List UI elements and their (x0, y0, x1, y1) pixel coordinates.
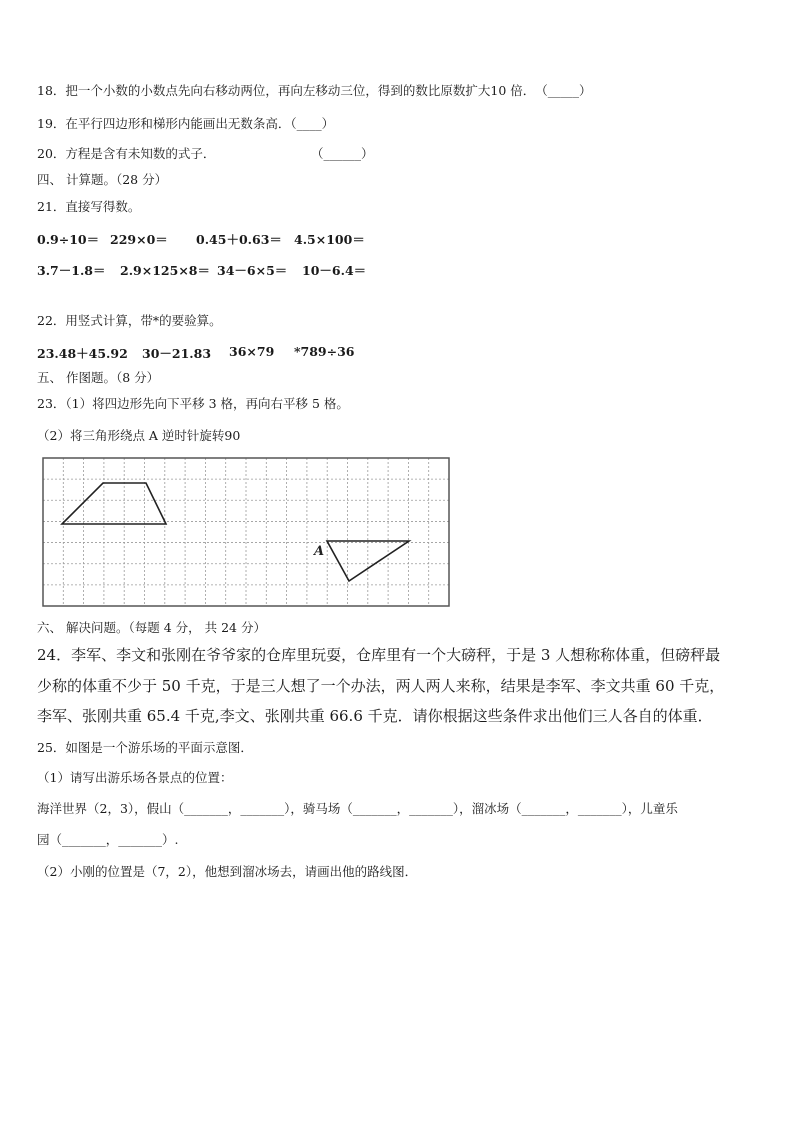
calc-item: 2.9×125×8＝ (120, 263, 210, 278)
question-20-text: 20．方程是含有未知数的式子． (37, 146, 216, 161)
calc-item: 4.5×100＝ (294, 232, 365, 247)
calc-item: 0.45＋0.63＝ (196, 232, 282, 247)
question-23-2: （2）将三角形绕点 A 逆时针旋转90 (37, 428, 241, 443)
section-4-title: 四、 计算题。（28 分） (37, 172, 168, 187)
calc-item: *789÷36 (294, 344, 355, 359)
question-24-line-1: 24．李军、李文和张刚在爷爷家的仓库里玩耍，仓库里有一个大磅秤，于是 3 人想称称体重，但磅秤最 (37, 646, 721, 664)
calc-item: 10－6.4＝ (302, 263, 367, 278)
question-19: 19．在平行四边形和梯形内能画出无数条高．（____） (37, 116, 335, 131)
question-24-line-2: 少称的体重不少于 50 千克，于是三人想了一个办法，两人两人来称，结果是李军、李文共重 60 千克， (37, 677, 725, 695)
question-20 (37, 146, 374, 162)
calc-item: 3.7－1.8＝ (37, 263, 106, 278)
question-22: 22．用竖式计算，带*的要验算。 (37, 313, 222, 328)
calc-item: 30－21.83 (142, 346, 212, 361)
question-21: 21．直接写得数。 (37, 199, 141, 214)
grid-figure (42, 457, 452, 613)
question-23-1: 23．（1）将四边形先向下平移 3 格，再向右平移 5 格。 (37, 396, 349, 411)
section-5-title: 五、 作图题。（8 分） (37, 370, 160, 385)
calc-item: 36×79 (229, 344, 275, 359)
calc-item: 0.9÷10＝ (37, 232, 100, 247)
question-18: 18．把一个小数的小数点先向右移动两位，再向左移动三位，得到的数比原数扩大10 倍． （_____） (37, 83, 592, 98)
calc-item: 23.48＋45.92 (37, 346, 128, 361)
calc-item: 229×0＝ (110, 232, 168, 247)
question-25: 25．如图是一个游乐场的平面示意图． (37, 740, 253, 755)
section-6-title: 六、 解决问题。（每题 4 分， 共 24 分） (37, 620, 266, 635)
grid-svg (42, 457, 452, 609)
question-20-blank: （______） (311, 146, 374, 161)
question-25-1: （1）请写出游乐场各景点的位置： (37, 770, 233, 785)
question-24-line-3: 李军、张刚共重 65.4 千克,李文、张刚共重 66.6 千克．请你根据这些条件求出他们三人各自的体重． (37, 707, 713, 725)
quadrilateral-shape (62, 483, 166, 524)
question-25-line-1: 海洋世界（2，3），假山（_______，_______），骑马场（_______，_______），溜冰场（_______，_______），儿童乐 (37, 801, 678, 816)
point-a-label: A (314, 544, 325, 559)
calc-item: 34－6×5＝ (217, 263, 288, 278)
question-25-line-2: 园（_______，_______）. (37, 832, 179, 847)
question-25-2: （2）小刚的位置是（7，2），他想到溜冰场去，请画出他的路线图． (37, 864, 418, 879)
